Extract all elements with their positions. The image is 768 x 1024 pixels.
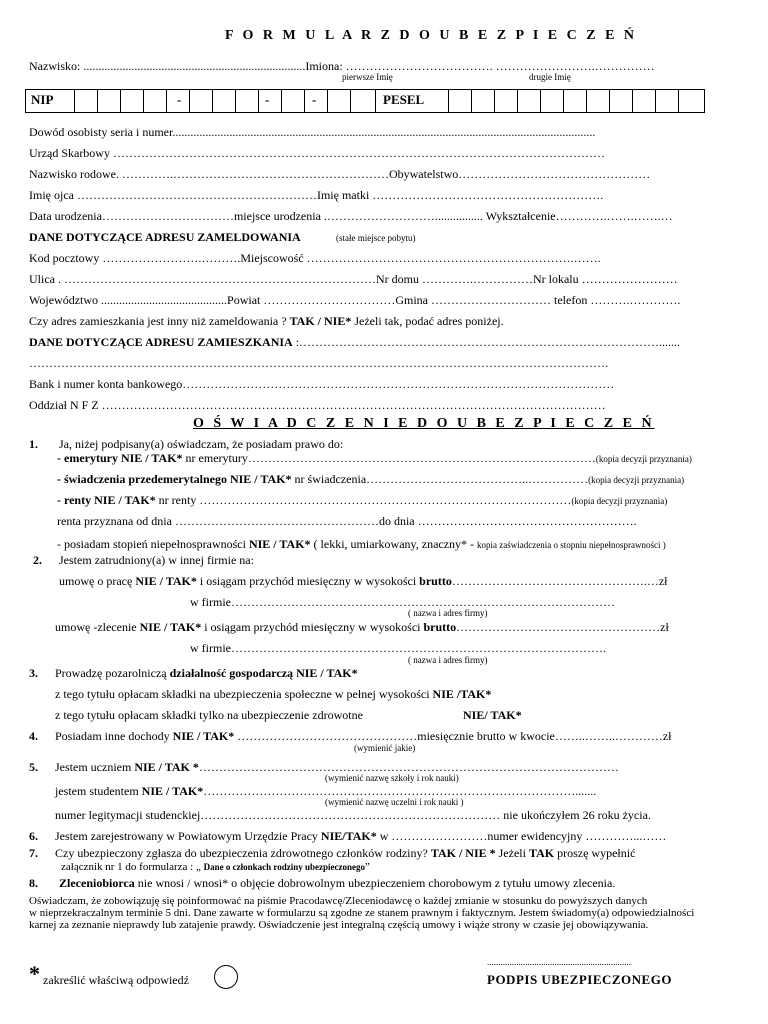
pupil-note: (wymienić nazwę szkoły i rok nauki) [325, 773, 459, 783]
student-line[interactable] [55, 784, 596, 798]
attachment-text: załącznik nr 1 do formularza : „ [61, 861, 204, 873]
social-contributions-choice[interactable]: NIE /TAK* [432, 687, 492, 701]
pension-choice[interactable]: - emerytury NIE / TAK* [57, 451, 183, 465]
other-income-choice[interactable]: NIE / TAK* [172, 729, 235, 743]
attachment-line [61, 861, 370, 874]
nip-cell[interactable] [74, 90, 75, 112]
unemployment-line[interactable] [55, 829, 666, 843]
item-number-1: 1. [29, 437, 38, 451]
nip-cell[interactable] [235, 90, 236, 112]
declaration-line-3: karnej za zeznanie nieprawdy lub zatajenie prawdy. Oświadczenie jest integralną częścią umowy i wiąże strony w czasie jej obowiązywania. [29, 919, 649, 931]
nip-cell[interactable] [97, 90, 98, 112]
unemployment-choice[interactable]: NIE/TAK* [320, 829, 377, 843]
choose-answer-note: zakreślić właściwą odpowiedź [43, 973, 189, 987]
disability-degree-choice[interactable]: NIE / TAK* [248, 537, 311, 551]
student-id-line[interactable]: numer legitymacji studenckiej………………………………………………………………… nie ukończyłem 26 roku życia. [55, 808, 651, 822]
pension-line[interactable] [57, 451, 692, 465]
disability-degree-options[interactable]: ( lekki, umiarkowany, znaczny [310, 537, 462, 551]
nip-dash: - [177, 92, 182, 107]
attachment-quote: ” [364, 861, 370, 873]
other-income-text: Posiadam inne dochody [55, 729, 173, 743]
unemployment-text: Jestem zarejestrowany w Powiatowym Urzędzie Pracy [55, 829, 321, 843]
nip-cell[interactable] [189, 90, 190, 112]
other-income-note: (wymienić jakie) [354, 743, 416, 753]
second-name-caption: drugie Imię [529, 72, 571, 82]
tax-office-line[interactable]: Urząd Skarbowy …………………………………………………………………………………………………………… [29, 146, 605, 160]
attachment-title: Dane o członkach rodziny ubezpieczonego [203, 862, 365, 872]
pension-number[interactable]: nr emerytury…………………………………………………………………………… [182, 451, 596, 465]
student-university[interactable]: …………………………………………………………………………………....... [203, 784, 597, 798]
residential-address-heading: DANE DOTYCZĄCE ADRESU ZAMIESZKANIA [29, 335, 293, 349]
item-number-3: 3. [29, 666, 38, 680]
gross-label: brutto [423, 620, 457, 634]
street-line[interactable]: Ulica . ……………………………………………………………………Nr domu ………….……………Nr lokalu …………………… [29, 272, 678, 286]
business-activity-choice[interactable]: NIE / TAK* [293, 666, 358, 680]
civil-contract-amount[interactable]: ……………………………………………zł [456, 620, 669, 634]
civil-contract-choice[interactable]: NIE / TAK* [139, 620, 202, 634]
pesel-cell[interactable] [540, 90, 541, 112]
pension-dates-line[interactable]: renta przyznana od dnia ……………………………………………do dnia ………………………………………………. [57, 514, 637, 528]
first-name-caption: pierwsze Imię [342, 72, 393, 82]
parents-names-line[interactable]: Imię ojca ……………………………………………………Imię matki …………………………………………………. [29, 188, 604, 202]
address-continuation-line[interactable]: ………………………………………………………………………………………………………………………………. [29, 356, 608, 370]
civil-contract-line[interactable] [55, 620, 669, 634]
item-number-2: 2. [33, 553, 42, 567]
pesel-cell[interactable] [632, 90, 633, 112]
employment-contract-amount[interactable]: ………………………………………….…zł [451, 574, 668, 588]
employment-contract-line[interactable] [59, 574, 668, 588]
business-activity-line[interactable] [55, 666, 358, 680]
company-note-2: ( nazwa i adres firmy) [408, 655, 488, 665]
yes-no-choice[interactable]: TAK / NIE* [289, 314, 352, 328]
social-contributions-line[interactable] [55, 687, 491, 701]
pesel-cell[interactable] [586, 90, 587, 112]
business-activity-label: działalność gospodarczą [169, 666, 294, 680]
family-insurance-text: Czy ubezpieczony zgłasza do ubezpieczenia zdrowotnego członków rodziny? [55, 846, 431, 860]
item-number-7: 7. [29, 846, 38, 860]
item-number-5: 5. [29, 760, 38, 774]
nip-cell[interactable] [166, 90, 167, 112]
student-note: (wymienić nazwę uczelni i rok nauki ) [325, 797, 464, 807]
nip-cell[interactable] [327, 90, 328, 112]
address-question [29, 314, 504, 328]
registered-address-note: (stałe miejsce pobytu) [336, 233, 416, 243]
disability-degree-text: - posiadam stopień niepełnosprawności [57, 537, 249, 551]
example-circle [214, 965, 238, 989]
disability-degree-note: kopia zaświadczenia o stopniu niepełnosprawności ) [477, 540, 666, 550]
birth-data-line[interactable]: Data urodzenia……………………………miejsce urodzenia .………………………................ Wykształcenie………….…….…….… [29, 209, 673, 223]
pesel-cell[interactable] [471, 90, 472, 112]
sickness-insurance-choice[interactable]: nie wnosi / wnosi* o objęcie dobrowolnym ubezpieczeniem chorobowym z tytułu umowy zlecenia. [134, 876, 616, 890]
form-title: F O R M U L A R Z D O U B E Z P I E C Z E Ń [225, 28, 638, 43]
disability-pension-line[interactable] [57, 493, 667, 507]
health-contributions-text: z tego tytułu opłacam składki tylko na ubezpieczenie zdrowotne [55, 708, 363, 722]
gross-label: brutto [419, 574, 452, 588]
social-contributions-text: z tego tytułu opłacam składki na ubezpieczenia społeczne w pełnej wysokości [55, 687, 433, 701]
province-line[interactable]: Województwo ..........................................Powiat ……………………………Gmina ………………………… telefon ……….…………. [29, 293, 681, 307]
pesel-cell[interactable] [609, 90, 610, 112]
pesel-label: PESEL [383, 92, 425, 107]
pupil-school[interactable]: …………………………………………………………………………………………… [198, 760, 619, 774]
student-choice[interactable]: NIE / TAK* [141, 784, 204, 798]
company-line-2[interactable]: w firmie…………………………………………………………………………………. [190, 641, 606, 655]
pupil-line[interactable] [55, 760, 619, 774]
civil-contract-label: umowę -zlecenie [55, 620, 140, 634]
address-question-text: Czy adres zamieszkania jest inny niż zameldowania ? [29, 314, 287, 328]
pre-retirement-choice[interactable]: - świadczenia przedemerytalnego NIE / TAK* [57, 472, 292, 486]
pesel-cell[interactable] [494, 90, 495, 112]
nfz-branch-line[interactable]: Oddział N F Z ……………………………………………………………………………………………………………… [29, 398, 606, 412]
signature-label: PODPIS UBEZPIECZONEGO [487, 972, 672, 987]
nip-cell[interactable] [143, 90, 144, 112]
family-insurance-if: Jeżeli [495, 846, 529, 860]
pupil-choice[interactable]: NIE / TAK * [134, 760, 199, 774]
business-activity-text: Prowadzę pozarolniczą [55, 666, 170, 680]
nip-cell[interactable] [258, 90, 259, 112]
unemployment-number[interactable]: w ……………………numer ewidencyjny …………...…… [376, 829, 667, 843]
civil-contract-text: i osiągam przychód miesięczny w wysokości [201, 620, 424, 634]
family-insurance-choice[interactable]: TAK / NIE * [430, 846, 496, 860]
nip-cell[interactable] [350, 90, 351, 112]
declaration-line-2: w nieprzekraczalnym terminie 5 dni. Dane zawarte w formularzu są zgodne ze stanem prawnym i faktycznym. Jestem świadomy(a) odpowiedzialności [29, 907, 695, 919]
surname-firstnames-line[interactable]: Nazwisko: ..........................................................................Imiona: ………………………………. …………………….…………… [29, 59, 655, 73]
item-2-intro: Jestem zatrudniony(a) w innej firmie na: [59, 553, 254, 567]
item-number-8: 8. [29, 876, 38, 890]
nip-cell[interactable] [212, 90, 213, 112]
id-card-line[interactable]: Dowód osobisty seria i numer............................................................................................................................................. [29, 125, 596, 139]
disability-degree-line[interactable] [57, 537, 666, 551]
pesel-cell[interactable] [655, 90, 656, 112]
bank-account-line[interactable]: Bank i numer konta bankowego……………………………………………………………………………………………… [29, 377, 615, 391]
other-income-line[interactable] [55, 729, 672, 743]
health-contributions-choice[interactable]: NIE/ TAK* [463, 708, 522, 722]
nip-cell[interactable] [281, 90, 282, 112]
other-income-amount[interactable]: ………………………………………miesięcznie brutto w kwocie……..……..…………zł [234, 729, 672, 743]
company-line[interactable]: w firmie…………………………………………………………………………………… [190, 595, 615, 609]
employment-contract-label: umowę o pracę [59, 574, 136, 588]
pre-retirement-note: (kopia decyzji przyznania) [588, 475, 685, 485]
residential-address-dots[interactable]: :………………………………………………………………………………....... [292, 335, 681, 349]
pesel-cell[interactable] [678, 90, 679, 112]
contractor-label: Zleceniobiorca [59, 876, 135, 890]
disability-pension-note: (kopia decyzji przyznania) [571, 496, 668, 506]
disability-pension-number[interactable]: nr renty ………………………………………………………………………………… [155, 493, 572, 507]
registered-address-heading: DANE DOTYCZĄCE ADRESU ZAMELDOWANIA [29, 230, 301, 244]
company-note: ( nazwa i adres firmy) [408, 608, 488, 618]
item-number-4: 4. [29, 729, 38, 743]
pre-retirement-number[interactable]: nr świadczenia…………………………………..…………… [291, 472, 589, 486]
address-question-end: Jeżeli tak, podać adres poniżej. [354, 314, 504, 328]
pesel-cell[interactable] [375, 90, 376, 112]
residential-address-line[interactable] [29, 335, 680, 349]
pupil-text: Jestem uczniem [55, 760, 135, 774]
declaration-line-1: Oświadczam, że zobowiązuję się poinformować na piśmie Pracodawcę/Zleceniodawcę o każdej zmianie w stosunku do powyższych danych [29, 895, 648, 907]
item-number-6: 6. [29, 829, 38, 843]
disability-pension-choice[interactable]: - renty NIE / TAK* [57, 493, 156, 507]
pension-note: (kopia decyzji przyznania) [595, 454, 692, 464]
item-1-intro: Ja, niżej podpisany(a) oświadczam, że posiadam prawo do: [59, 437, 344, 451]
employment-contract-choice[interactable]: NIE / TAK* [135, 574, 197, 588]
nip-dash: - [265, 92, 270, 107]
family-insurance-yes: TAK [528, 846, 555, 860]
maiden-name-line[interactable]: Nazwisko rodowe. ………….………………………………………………Obywatelstwo………………………………………… [29, 167, 651, 181]
pesel-cell[interactable] [517, 90, 518, 112]
nip-pesel-grid [25, 89, 705, 113]
nip-cell[interactable] [304, 90, 305, 112]
pesel-cell[interactable] [448, 90, 449, 112]
declaration-title: O Ś W I A D C Z E N I E D O U B E Z P I E C Z E Ń [193, 416, 655, 431]
family-insurance-line[interactable] [55, 846, 635, 860]
student-text: jestem studentem [55, 784, 142, 798]
pre-retirement-line[interactable] [57, 472, 684, 486]
nip-label: NIP [31, 92, 54, 107]
pesel-cell[interactable] [563, 90, 564, 112]
asterisk-mark: * [29, 961, 40, 986]
nip-cell[interactable] [120, 90, 121, 112]
postal-code-line[interactable]: Kod pocztowy …………………….……….Miejscowość ………………………………………………………….……. [29, 251, 601, 265]
disability-degree-star: * - [461, 537, 475, 551]
sickness-insurance-line[interactable] [59, 876, 615, 890]
signature-line[interactable]: ................................................................ [487, 957, 631, 967]
employment-contract-text: i osiągam przychód miesięczny w wysokości [196, 574, 420, 588]
nip-dash: - [312, 92, 317, 107]
family-insurance-fill: proszę wypełnić [554, 846, 636, 860]
